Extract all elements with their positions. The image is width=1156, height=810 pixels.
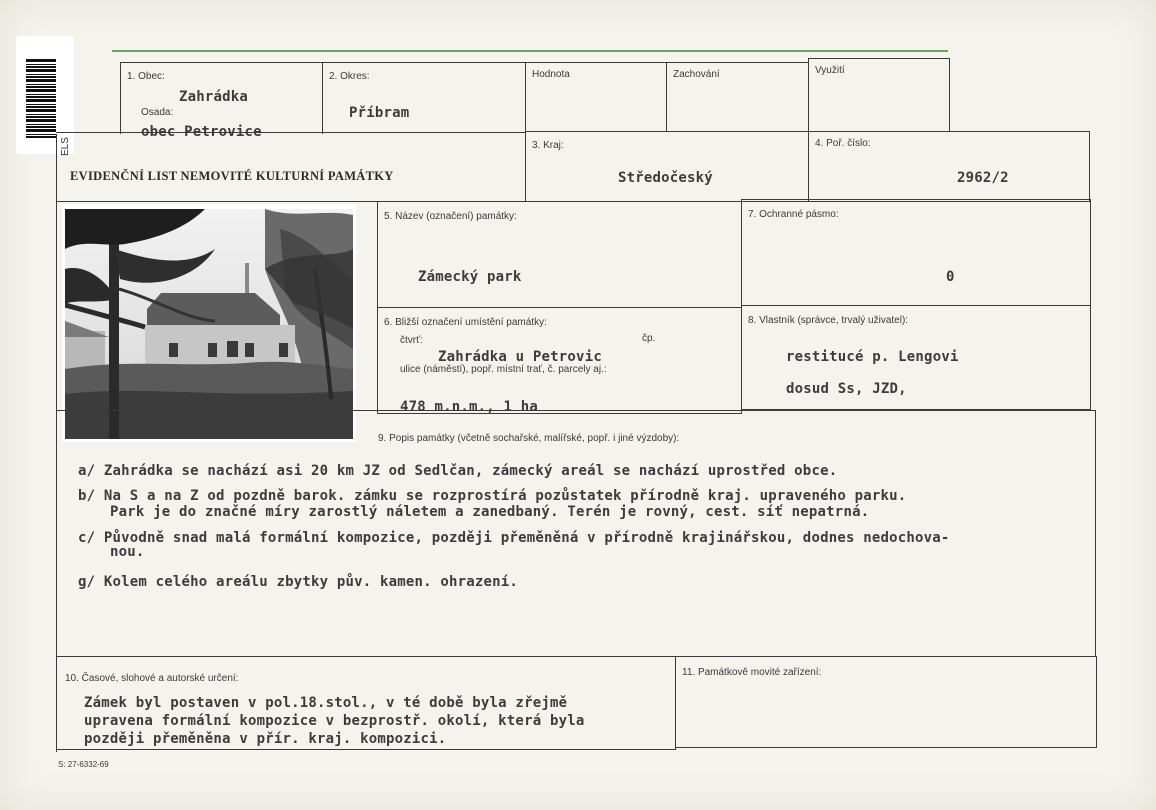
popis-line: nou. xyxy=(110,544,145,560)
kraj-box xyxy=(525,131,809,202)
barcode-text: ELS xyxy=(60,137,71,156)
top-rule xyxy=(112,50,948,52)
title-box xyxy=(56,132,526,202)
vlastnik-line-2: dosud Ss, JZD, xyxy=(786,381,907,397)
hodnota-box xyxy=(525,62,667,132)
chateau-photo-image xyxy=(65,209,353,439)
vyuziti-box xyxy=(808,58,950,132)
zachovani-box xyxy=(666,62,809,132)
footer-code: S: 27-6332-69 xyxy=(58,760,109,769)
kraj-value: Středočeský xyxy=(618,170,713,186)
kraj-label: 3. Kraj: xyxy=(532,140,564,151)
vlastnik-line-1: restitucé p. Lengovi xyxy=(786,349,959,365)
urceni-label: 10. Časové, slohové a autorské určení: xyxy=(65,673,239,684)
obec-box xyxy=(120,62,323,140)
cp-label: čp. xyxy=(642,333,656,344)
osada-value: obec Petrovice xyxy=(141,124,262,140)
ctvrt-label: čtvrť: xyxy=(400,335,423,346)
ochranne-pasmo-label: 7. Ochranné pásmo: xyxy=(748,209,839,220)
vyuziti-label: Využití xyxy=(815,65,845,76)
por-cislo-value: 2962/2 xyxy=(957,170,1009,186)
umisteni-value-2: 478 m.n.m., 1 ha xyxy=(400,399,539,415)
umisteni-box xyxy=(377,307,742,414)
zachovani-label: Zachování xyxy=(673,69,720,80)
monument-photo xyxy=(62,204,356,442)
por-cislo-box xyxy=(808,131,1090,202)
popis-line: g/ Kolem celého areálu zbytky pův. kamen. ohrazení. xyxy=(78,574,519,590)
urceni-line: Zámek byl postaven v pol.18.stol., v té době byla zřejmě xyxy=(84,695,568,711)
obec-value: Zahrádka xyxy=(179,89,249,105)
form-title: EVIDENČNÍ LIST NEMOVITÉ KULTURNÍ PAMÁTKY xyxy=(70,169,394,183)
popis-line: b/ Na S a na Z od pozdně barok. zámku se rozprostírá pozůstatek přírodně kraj. upraveného parku. xyxy=(78,488,907,504)
okres-value: Příbram xyxy=(349,105,410,121)
nazev-label: 5. Název (označení) památky: xyxy=(384,211,517,222)
ochranne-pasmo-value: 0 xyxy=(946,269,955,285)
umisteni-label: 6. Bližší označení umístění památky: xyxy=(384,317,547,328)
okres-label: 2. Okres: xyxy=(329,71,370,82)
ochranne-pasmo-box xyxy=(741,199,1091,306)
popis-section xyxy=(56,410,1096,656)
urceni-line: později přeměněna v přír. kraj. kompozici. xyxy=(84,731,447,747)
por-cislo-label: 4. Poř. číslo: xyxy=(815,138,871,149)
nazev-box xyxy=(377,201,742,308)
urceni-box xyxy=(56,656,676,750)
hodnota-label: Hodnota xyxy=(532,69,570,80)
vlastnik-box xyxy=(741,305,1091,410)
obec-label: 1. Obec: xyxy=(127,71,165,82)
barcode-icon xyxy=(26,58,56,138)
okres-box xyxy=(322,62,526,134)
vlastnik-label: 8. Vlastník (správce, trvalý uživatel): xyxy=(748,315,909,326)
movite-zarizeni-label: 11. Památkově movité zařízení: xyxy=(682,667,822,678)
popis-label: 9. Popis památky (včetně sochařské, malířské, popř. i jiné výzdoby): xyxy=(378,433,680,444)
osada-label: Osada: xyxy=(141,107,174,118)
popis-line: c/ Původně snad malá formální kompozice, později přeměněná v přírodně krajinářskou, dodnes nedochova- xyxy=(78,530,950,546)
ulice-label: ulice (náměstí), popř. místní trať, č. parcely aj.: xyxy=(400,364,607,375)
movite-zarizeni-box xyxy=(675,656,1097,748)
urceni-line: upravena formální kompozice v bezprostř. okolí, která byla xyxy=(84,713,585,729)
nazev-value: Zámecký park xyxy=(418,269,522,285)
popis-line: a/ Zahrádka se nachází asi 20 km JZ od Sedlčan, zámecký areál se nachází uprostřed obce. xyxy=(78,463,838,479)
popis-line: Park je do značné míry zarostlý náletem a zanedbaný. Terén je rovný, cest. síť nepatrná. xyxy=(110,504,870,520)
umisteni-value-1: Zahrádka u Petrovic xyxy=(438,349,602,365)
